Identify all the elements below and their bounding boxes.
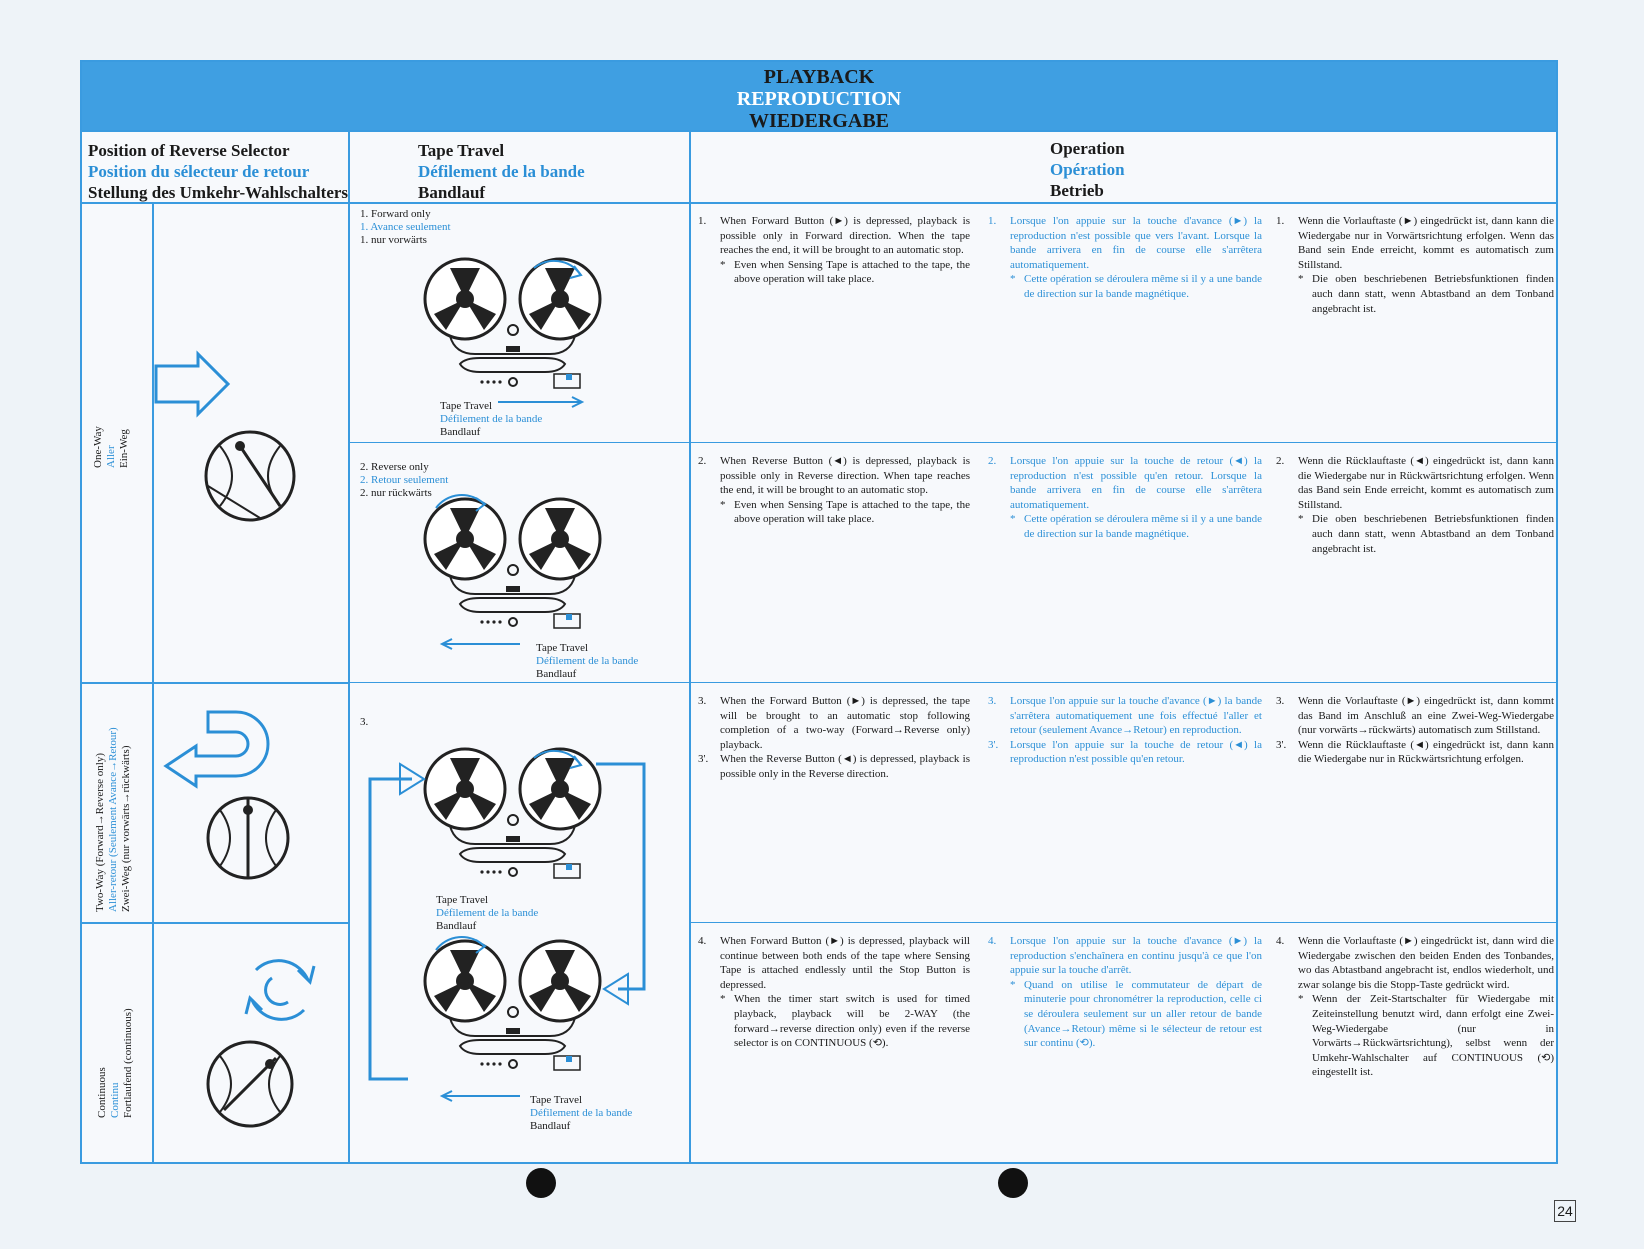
loop-arrow-right-icon (596, 764, 644, 989)
op4-fr-note-row (1010, 978, 1262, 1051)
op4-de-note-row (1298, 992, 1554, 1080)
travel-reverse-only-de: 2. nur rückwärts (360, 487, 432, 499)
travel-three: 3. (360, 716, 369, 728)
op1-de-text: Wenn die Vorlauftaste (►) eingedrückt ist, dann kann die Wiedergabe nur in Vorwärtsrichtung erfolgen. Wenn das Band sein Ende erreicht, kommt es automatisch zum Stillstand. (1298, 215, 1554, 271)
tape-deck-twoway-bottom (425, 941, 600, 1070)
op2-de-bullet: * (1298, 513, 1304, 526)
op3-fr-second (988, 738, 1262, 767)
one-way-arrow-icon (156, 354, 228, 414)
caption-continuous (530, 1094, 632, 1133)
title-de: WIEDERGABE (748, 110, 890, 132)
mode-oneway-label (92, 308, 131, 468)
mode-oneway-en: One-Way (92, 426, 104, 468)
caption-forward (440, 400, 542, 439)
mode-continuous-label (96, 1008, 135, 1118)
op2-en (698, 454, 970, 527)
header-travel-de: Bandlauf (418, 183, 486, 202)
header-operation (1050, 138, 1125, 201)
op2-en-note: Even when Sensing Tape is attached to the tape, the above operation will take place. (734, 498, 970, 526)
tape-deck-drawings (348, 204, 689, 1162)
mode-continuous-de: Fortlaufend (continuous) (122, 1008, 134, 1118)
op1-en-text: When Forward Button (►) is depressed, playback is possible only in Forward direction. When the tape reaches the end, it will be brought to an automatic stop. (720, 215, 970, 257)
mode-continuous-fr: Continu (109, 1082, 121, 1118)
continuous-loop-icon (246, 961, 314, 1020)
tape-deck-twoway-top (425, 749, 600, 878)
op4-de-text: Wenn die Vorlauftaste (►) eingedrückt ist, dann wird die Wiedergabe zwischen den beiden Enden des Tonbandes, wo das Abtastband angebracht ist, endlos wiederholt, und zwar solange bis die Stopp-Taste gedrückt wird. (1298, 935, 1554, 991)
op2-de-note: Die oben beschriebenen Betriebsfunktionen finden auch dann statt, wenn Abtastband an dem Tonband angebracht ist. (1312, 513, 1554, 555)
caption-continuous-en: Tape Travel (530, 1094, 583, 1106)
caption-twoway (436, 894, 538, 933)
caption-continuous-de: Bandlauf (530, 1120, 571, 1132)
op1-fr-num: 1. (988, 215, 997, 227)
op1-fr-bullet: * (1010, 273, 1016, 286)
op4-en (698, 934, 970, 1051)
header-operation-en: Operation (1050, 139, 1125, 158)
page-number: 24 (1554, 1200, 1576, 1222)
op1-de-bullet: * (1298, 273, 1304, 286)
header-selector (88, 140, 348, 203)
header-selector-de: Stellung des Umkehr-Wahlschalters (88, 183, 349, 202)
header-travel (418, 140, 585, 203)
op1-en-num: 1. (698, 215, 707, 227)
selector-knob-continuous-icon (208, 1042, 292, 1126)
header-selector-fr: Position du sélecteur de retour (88, 162, 310, 181)
caption-forward-de: Bandlauf (440, 426, 481, 438)
op2-fr-note-row (1010, 512, 1262, 541)
op1-de (1276, 214, 1554, 316)
op2-de (1276, 454, 1554, 556)
op2-fr-text: Lorsque l'on appuie sur la touche de retour (◄) la reproduction n'est possible qu'en retour. Lorsque la bande arrivera en fin de course elle s'arrêtera automatiquement. (1010, 455, 1262, 511)
op4-en-note-row (720, 992, 970, 1050)
caption-reverse-fr: Défilement de la bande (536, 655, 639, 667)
travel-forward-only-en: 1. Forward only (360, 208, 431, 220)
selector-knob-oneway-icon (206, 432, 294, 520)
mode-twoway-de: Zwei-Weg (nur vorwärts→rückwärts) (120, 745, 132, 912)
op3-en-text: When the Forward Button (►) is depressed, the tape will be brought to an automatic stop following completion of a two-way (Forward→Reverse only) playback. (720, 695, 970, 751)
op2-fr-bullet: * (1010, 513, 1016, 526)
mode-continuous-en: Continuous (96, 1067, 108, 1118)
header-travel-fr: Défilement de la bande (418, 162, 585, 181)
op1-en (698, 214, 970, 287)
op4-en-bullet: * (720, 993, 726, 1006)
op3-de-num2: 3'. (1276, 738, 1287, 751)
op3-fr (988, 694, 1262, 767)
op4-fr-bullet: * (1010, 978, 1016, 991)
mode-oneway-fr: Aller (105, 445, 117, 468)
op2-fr-num: 2. (988, 455, 997, 467)
op1-en-note: Even when Sensing Tape is attached to the tape, the above operation will take place. (734, 258, 970, 286)
loop-arrow-left-icon (370, 779, 412, 1079)
op4-de-note: Wenn der Zeit-Startschalter für Wiedergabe mit Zeiteinstellung benutzt wird, dann erfolgt eine Zwei-Weg-Wiedergabe (nur in Vorwärts→Rückwärtsrichtung), selbst wenn der Umkehr-Wahlschalter auf CONTINUOUS (⟲) eingestellt ist. (1312, 993, 1554, 1079)
tape-deck-forward (425, 259, 600, 388)
op3-de-num: 3. (1276, 695, 1285, 707)
selector-knob-twoway-icon (208, 798, 288, 878)
op4-en-num: 4. (698, 935, 707, 947)
op1-fr-text: Lorsque l'on appuie sur la touche d'avance (►) la reproduction n'est possible que vers l'avant. Lorsque la bande arrivera en fin de course elle s'arrêtera automatiquement. (1010, 215, 1262, 271)
caption-forward-fr: Défilement de la bande (440, 413, 543, 425)
binder-hole-right (998, 1168, 1028, 1198)
travel-reverse-only-fr: 2. Retour seulement (360, 474, 449, 486)
op2-de-text: Wenn die Rücklauftaste (◄) eingedrückt ist, dann kann die Wiedergabe nur in Rückwärtsrichtung erfolgen. Wenn das Band sein Ende erreicht, kommt es automatisch zum Stillstand. (1298, 455, 1554, 511)
op2-de-note-row (1298, 512, 1554, 556)
op1-fr-note-row (1010, 272, 1262, 301)
caption-twoway-de: Bandlauf (436, 920, 477, 932)
op4-fr (988, 934, 1262, 1051)
op3-fr-num: 3. (988, 695, 997, 707)
op3-fr-text: Lorsque l'on appuie sur la touche d'avance (►) la bande s'arrêtera automatiquement une fois effectué l'aller et retour (seulement Avance→Retour) en reproduction. (1010, 695, 1262, 737)
op1-de-num: 1. (1276, 215, 1285, 227)
tape-deck-reverse (425, 499, 600, 628)
op3-de-text2: Wenn die Rücklauftaste (◄) eingedrückt ist, dann kann die Wiedergabe nur in Rückwärtsrichtung erfolgen. (1298, 738, 1554, 766)
header-operation-fr: Opération (1050, 160, 1125, 179)
mode-oneway-de: Ein-Weg (118, 429, 130, 468)
column-divider-2 (689, 132, 691, 1162)
op3-en-num: 3. (698, 695, 707, 707)
header-operation-de: Betrieb (1050, 181, 1104, 200)
op2-en-num: 2. (698, 455, 707, 467)
op3-de-text: Wenn die Vorlauftaste (►) eingedrückt ist, dann kommt das Band im Anschluß an eine Zwei-Weg-Wiedergabe (nur vorwärts→rückwärts) automatisch zum Stillstand. (1298, 695, 1554, 737)
op3-de-second (1276, 738, 1554, 767)
caption-twoway-en: Tape Travel (436, 894, 489, 906)
op2-en-bullet: * (720, 498, 726, 511)
header-selector-en: Position of Reverse Selector (88, 141, 290, 160)
op2-fr-note: Cette opération se déroulera même si il y a une bande de direction sur la bande magnétique. (1024, 513, 1262, 540)
caption-forward-en: Tape Travel (440, 400, 493, 412)
op3-en (698, 694, 970, 782)
op3-fr-text2: Lorsque l'on appuie sur la touche de retour (◄) la reproduction n'est possible qu'en retour. (1010, 738, 1262, 766)
op3-en-second (698, 752, 970, 781)
travel-forward-only-fr: 1. Avance seulement (360, 221, 451, 233)
op4-fr-num: 4. (988, 935, 997, 947)
op3-fr-num2: 3'. (988, 738, 999, 751)
op2-en-text: When Reverse Button (◄) is depressed, playback is possible only in Reverse direction. When tape reaches the end, it will be brought to an automatic stop. (720, 455, 970, 497)
op4-en-note: When the timer start switch is used for timed playback, playback will be 2-WAY (the forward→reverse direction only) even if the reverse selector is on CONTINUOUS (⟲). (734, 993, 970, 1050)
op1-en-bullet: * (720, 258, 726, 271)
op4-fr-text: Lorsque l'on appuie sur la touche d'avance (►) la reproduction s'enchaînera en continu jusqu'à ce que l'on appuie sur la touche d'arrêt. (1010, 935, 1262, 977)
op4-fr-note: Quand on utilise le commutateur de départ de minuterie pour chronométrer la reproduction, celle ci se déroulera seulement sur un aller retour de bande (Avance→Retour) même si le sélecteur de retour est sur continu (⟲). (1024, 978, 1262, 1050)
op3-en-num2: 3'. (698, 753, 709, 766)
op4-de-num: 4. (1276, 935, 1285, 947)
caption-reverse (536, 642, 638, 681)
selector-icons (152, 204, 348, 1162)
op2-fr (988, 454, 1262, 542)
travel-reverse-only-en: 2. Reverse only (360, 461, 429, 473)
op4-de (1276, 934, 1554, 1080)
op1-de-note-row (1298, 272, 1554, 316)
row-divider-3 (689, 922, 1558, 923)
op2-de-num: 2. (1276, 455, 1285, 467)
header-travel-en: Tape Travel (418, 141, 505, 160)
op1-fr-note: Cette opération se déroulera même si il y a une bande de direction sur la bande magnétique. (1024, 273, 1262, 300)
two-way-u-arrow-icon (166, 712, 268, 786)
caption-twoway-fr: Défilement de la bande (436, 907, 539, 919)
op1-de-note: Die oben beschriebenen Betriebsfunktionen finden auch dann statt, wenn Abtastband an dem Tonband angebracht ist. (1312, 273, 1554, 315)
title-en: PLAYBACK (763, 66, 875, 88)
mode-twoway-fr: Aller-retour (Seulement Avance→Retour) (107, 727, 119, 912)
caption-reverse-de: Bandlauf (536, 668, 577, 680)
op3-en-text2: When the Reverse Button (◄) is depressed, playback is possible only in the Reverse direction. (720, 753, 970, 780)
mode-twoway-en: Two-Way (Forward→Reverse only) (94, 752, 106, 912)
op3-de (1276, 694, 1554, 767)
title-bar (80, 60, 1558, 132)
op1-fr (988, 214, 1262, 302)
op4-de-bullet: * (1298, 993, 1304, 1006)
op1-en-note-row (720, 258, 970, 287)
mode-twoway-label (94, 727, 133, 912)
op2-en-note-row (720, 498, 970, 527)
title-fr: REPRODUCTION (736, 88, 902, 110)
travel-forward-only-de: 1. nur vorwärts (360, 234, 427, 246)
caption-reverse-en: Tape Travel (536, 642, 589, 654)
caption-continuous-fr: Défilement de la bande (530, 1107, 633, 1119)
op4-en-text: When Forward Button (►) is depressed, playback will continue between both ends of the tape where Sensing Tape is attached endlessly until the Stop Button is depressed. (720, 935, 970, 991)
binder-hole-left (526, 1168, 556, 1198)
